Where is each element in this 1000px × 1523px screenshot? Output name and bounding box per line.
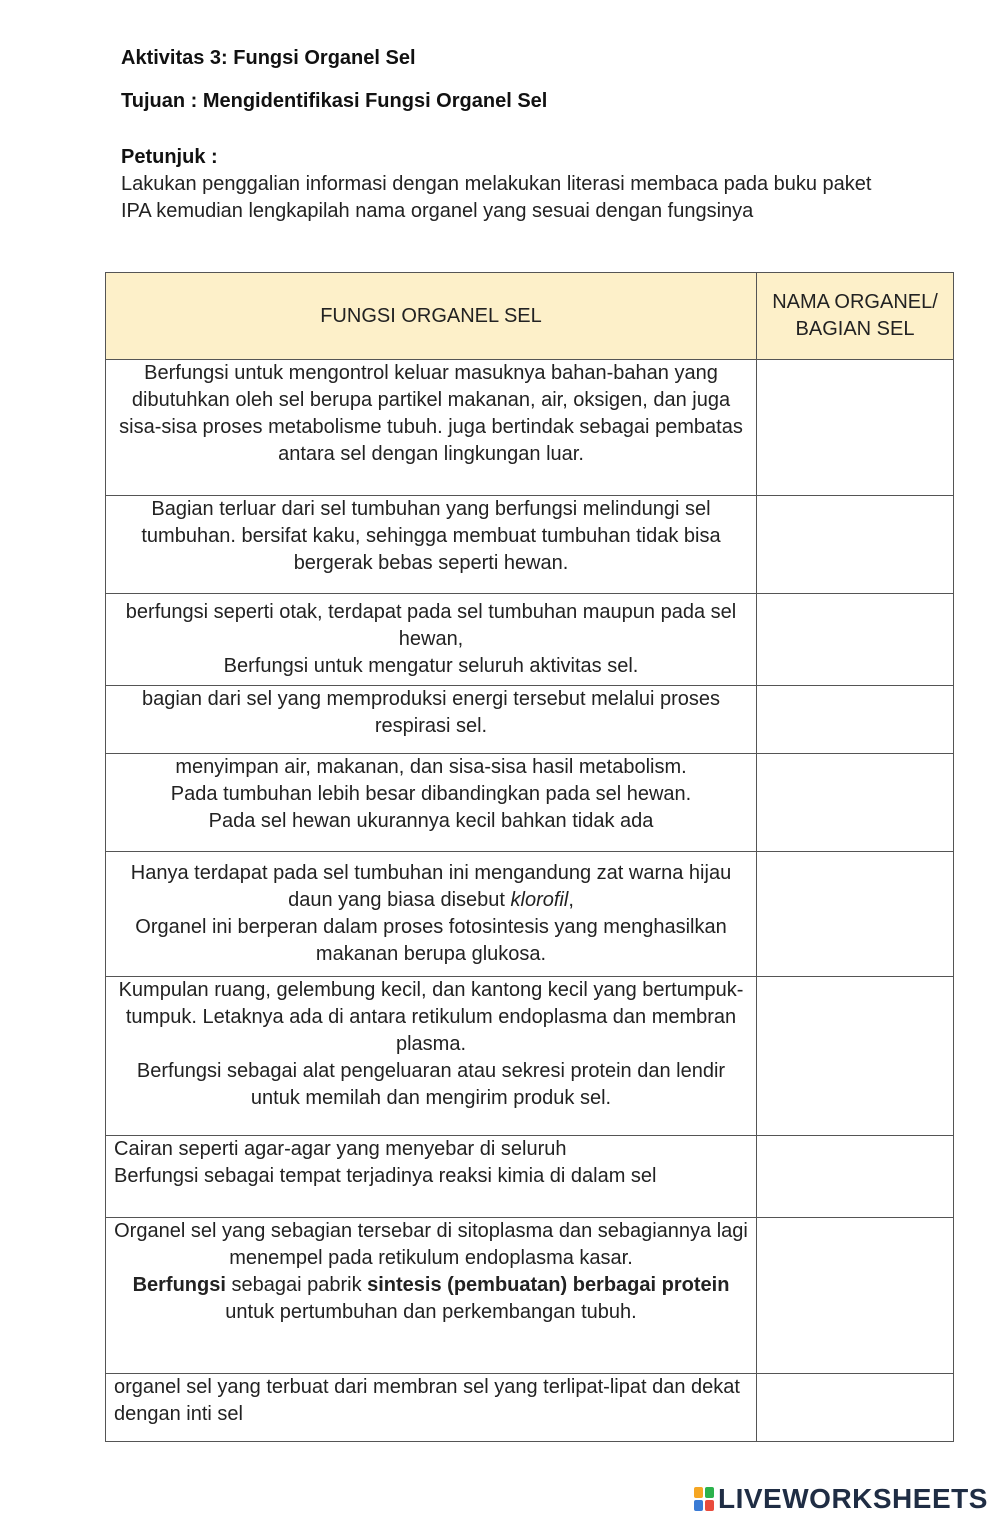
answer-input[interactable] — [765, 1374, 945, 1434]
function-cell: Kumpulan ruang, gelembung kecil, dan kantong kecil yang bertumpuk-tumpuk. Letaknya ada di antara retikulum endoplasma dan membran plasma. Berfungsi sebagai alat pengeluaran atau sekresi protein dan lendir untuk memilah dan mengirim produk sel. — [106, 977, 757, 1136]
answer-cell[interactable] — [757, 754, 954, 852]
answer-cell[interactable] — [757, 1374, 954, 1442]
answer-input[interactable] — [765, 1218, 945, 1278]
answer-input[interactable] — [765, 977, 945, 1037]
organelle-table — [105, 272, 954, 1442]
function-cell: Bagian terluar dari sel tumbuhan yang berfungsi melindungi sel tumbuhan. bersifat kaku, sehingga membuat tumbuhan tidak bisa bergerak bebas seperti hewan. — [106, 496, 757, 594]
logo-text: LIVEWORKSHEETS — [718, 1483, 988, 1514]
table-row — [106, 360, 954, 496]
function-cell: organel sel yang terbuat dari membran sel yang terlipat-lipat dan dekat dengan inti sel — [106, 1374, 757, 1442]
instructions-text: Lakukan penggalian informasi dengan melakukan literasi membaca pada buku paket IPA kemudian lengkapilah nama organel yang sesuai dengan fungsinya — [121, 173, 872, 222]
table-row — [106, 686, 954, 754]
answer-cell[interactable] — [757, 1136, 954, 1218]
table-header-row — [106, 273, 954, 360]
answer-input[interactable] — [765, 1136, 945, 1196]
function-cell: Cairan seperti agar-agar yang menyebar di seluruh Berfungsi sebagai tempat terjadinya reaksi kimia di dalam sel — [106, 1136, 757, 1218]
answer-cell[interactable] — [757, 977, 954, 1136]
table-row — [106, 496, 954, 594]
header-organelle-name: NAMA ORGANEL/ BAGIAN SEL — [757, 273, 954, 360]
function-cell: berfungsi seperti otak, terdapat pada sel tumbuhan maupun pada sel hewan, Berfungsi untuk mengatur seluruh aktivitas sel. — [106, 594, 757, 686]
instructions — [121, 144, 901, 225]
function-cell: Organel sel yang sebagian tersebar di sitoplasma dan sebagiannya lagi menempel pada retikulum endoplasma kasar. Berfungsi sebagai pabrik sintesis (pembuatan) berbagai protein untuk pertumbuhan dan perkembangan tubuh. — [106, 1218, 757, 1374]
answer-input[interactable] — [765, 686, 945, 746]
table-row — [106, 594, 954, 686]
table-row — [106, 1136, 954, 1218]
table-row — [106, 852, 954, 977]
answer-input[interactable] — [765, 754, 945, 814]
answer-cell[interactable] — [757, 360, 954, 496]
objective-heading: Tujuan : Mengidentifikasi Fungsi Organel Sel — [121, 90, 548, 112]
answer-input[interactable] — [765, 360, 945, 420]
klorofil-term: klorofil — [510, 889, 569, 911]
table-row — [106, 977, 954, 1136]
function-cell: menyimpan air, makanan, dan sisa-sisa hasil metabolism. Pada tumbuhan lebih besar dibandingkan pada sel hewan. Pada sel hewan ukurannya kecil bahkan tidak ada — [106, 754, 757, 852]
header-function: FUNGSI ORGANEL SEL — [106, 273, 757, 360]
function-cell: Hanya terdapat pada sel tumbuhan ini mengandung zat warna hijau daun yang biasa disebut klorofil, Organel ini berperan dalam proses fotosintesis yang menghasilkan makanan berupa glukosa. — [106, 852, 757, 977]
answer-cell[interactable] — [757, 496, 954, 594]
answer-cell[interactable] — [757, 852, 954, 977]
answer-cell[interactable] — [757, 1218, 954, 1374]
logo-mark-icon — [694, 1487, 714, 1511]
function-cell: bagian dari sel yang memproduksi energi tersebut melalui proses respirasi sel. — [106, 686, 757, 754]
function-cell: Berfungsi untuk mengontrol keluar masuknya bahan-bahan yang dibutuhkan oleh sel berupa partikel makanan, air, oksigen, dan juga sisa-sisa proses metabolisme tubuh. juga bertindak sebagai pembatas antara sel dengan lingkungan luar. — [106, 360, 757, 496]
liveworksheets-logo — [694, 1484, 988, 1514]
table-row — [106, 754, 954, 852]
table-row — [106, 1374, 954, 1442]
answer-input[interactable] — [765, 852, 945, 912]
answer-input[interactable] — [765, 594, 945, 654]
answer-input[interactable] — [765, 496, 945, 556]
instructions-label: Petunjuk : — [121, 146, 218, 168]
activity-title: Aktivitas 3: Fungsi Organel Sel — [121, 47, 416, 69]
table-row — [106, 1218, 954, 1374]
answer-cell[interactable] — [757, 594, 954, 686]
answer-cell[interactable] — [757, 686, 954, 754]
